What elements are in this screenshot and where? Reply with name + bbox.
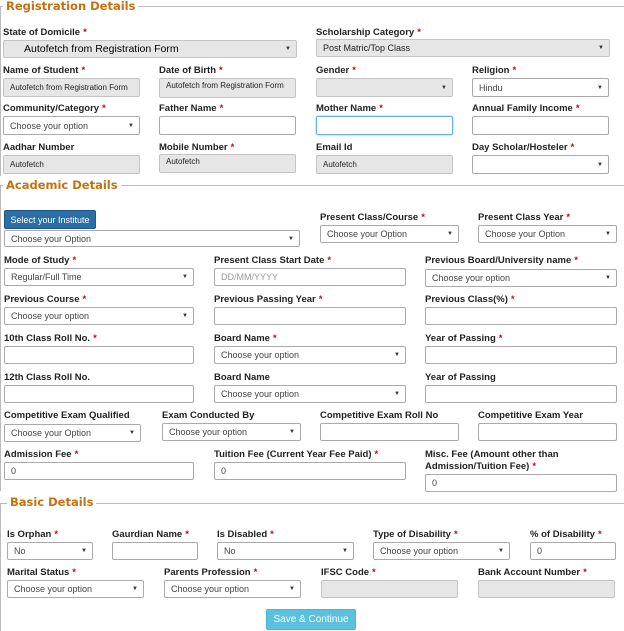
section-border: [0, 503, 1, 631]
board10-select[interactable]: Choose your option ▼: [214, 346, 406, 364]
caret-down-icon: ▼: [128, 122, 134, 129]
present-class-year-select[interactable]: Choose your Option ▼: [478, 225, 617, 243]
student-name-field[interactable]: Autofetch from Registration Form: [3, 78, 140, 97]
community-label: Community/Category *: [3, 103, 106, 114]
disability-type-select[interactable]: Choose your option ▼: [373, 542, 510, 560]
exam-year-input[interactable]: [478, 423, 617, 441]
caret-down-icon: ▼: [605, 231, 611, 237]
board12-select[interactable]: Choose your option ▼: [214, 385, 406, 403]
marital-status-select[interactable]: Choose your option ▼: [7, 580, 144, 598]
caret-down-icon: ▼: [597, 161, 603, 168]
caret-down-icon: ▼: [289, 429, 295, 435]
mobile-label: Mobile Number *: [159, 142, 235, 153]
email-label: Email Id: [316, 142, 353, 153]
guardian-name-label: Gaurdian Name *: [112, 529, 189, 540]
caret-down-icon: ▼: [182, 313, 188, 319]
board12-label: Board Name: [214, 372, 270, 383]
select-institute-button[interactable]: Select your Institute: [4, 210, 96, 229]
exam-by-select[interactable]: Choose your option ▼: [162, 423, 301, 441]
mother-name-input[interactable]: [316, 116, 453, 135]
basic-section-title: Basic Details: [7, 496, 96, 509]
parents-profession-label: Parents Profession *: [164, 567, 258, 578]
roll12-label: 12th Class Roll No.: [4, 372, 91, 383]
father-name-input[interactable]: [159, 116, 296, 135]
email-field[interactable]: Autofetch: [316, 155, 453, 174]
exam-roll-label: Competitive Exam Roll No: [320, 410, 439, 421]
prev-course-label: Previous Course *: [4, 294, 87, 305]
board10-label: Board Name *: [214, 333, 277, 344]
class-start-date-label: Present Class Start Date *: [214, 255, 332, 266]
year10-input[interactable]: [425, 346, 617, 364]
annual-income-input[interactable]: [472, 116, 609, 135]
parents-profession-select[interactable]: Choose your option ▼: [164, 580, 301, 598]
mobile-field[interactable]: Autofetch: [159, 154, 296, 173]
prev-course-select[interactable]: Choose your option ▼: [4, 307, 194, 325]
comp-exam-select[interactable]: Choose your Option ▼: [4, 424, 141, 442]
dob-field[interactable]: Autofetch from Registration Form: [159, 78, 296, 98]
admission-fee-label: Admission Fee *: [4, 449, 79, 460]
caret-down-icon: ▼: [285, 46, 291, 52]
caret-down-icon: ▼: [597, 84, 603, 91]
ifsc-field[interactable]: [321, 580, 458, 598]
religion-label: Religion *: [472, 65, 517, 76]
admission-fee-input[interactable]: 0: [4, 462, 194, 480]
disability-pct-label: % of Disability *: [530, 529, 602, 540]
religion-select[interactable]: Hindu ▼: [472, 78, 609, 97]
gender-select[interactable]: [316, 78, 453, 97]
caret-down-icon: ▼: [394, 391, 400, 397]
section-divider: [123, 6, 624, 7]
academic-section-title: Academic Details: [3, 179, 121, 192]
caret-down-icon: ▼: [288, 235, 294, 242]
mode-of-study-label: Mode of Study *: [4, 255, 77, 266]
bank-account-field[interactable]: [478, 580, 615, 598]
bank-account-label: Bank Account Number *: [478, 567, 587, 578]
caret-down-icon: ▼: [598, 45, 604, 51]
state-of-domicile-select[interactable]: Autofetch from Registration Form ▼: [3, 40, 297, 58]
is-orphan-select[interactable]: No ▼: [7, 542, 93, 560]
roll10-label: 10th Class Roll No. *: [4, 333, 97, 344]
prev-board-label: Previous Board/University name *: [425, 255, 578, 266]
roll10-input[interactable]: [4, 346, 194, 364]
present-class-label: Present Class/Course *: [320, 212, 425, 223]
class-start-date-input[interactable]: DD/MM/YYYY: [214, 268, 406, 286]
caret-down-icon: ▼: [605, 275, 611, 281]
misc-fee-label: Misc. Fee (Amount other than Admission/Tuition Fee) *: [425, 449, 559, 472]
gender-label: Gender *: [316, 65, 356, 76]
prev-board-select[interactable]: Choose your option ▼: [425, 269, 617, 287]
prev-class-pct-input[interactable]: [425, 307, 617, 325]
institute-select[interactable]: Choose your Option ▼: [4, 230, 300, 247]
present-class-select[interactable]: Choose your Option ▼: [320, 225, 459, 243]
day-scholar-select[interactable]: [472, 155, 609, 174]
caret-down-icon: ▼: [182, 274, 188, 280]
aadhar-label: Aadhar Number: [3, 142, 75, 153]
caret-down-icon: ▼: [81, 548, 87, 554]
scholarship-category-select[interactable]: Post Matric/Top Class ▼: [316, 39, 610, 57]
mother-name-label: Mother Name *: [316, 103, 383, 114]
caret-down-icon: ▼: [129, 430, 135, 436]
caret-down-icon: ▼: [132, 586, 138, 592]
scholarship-category-label: Scholarship Category *: [316, 27, 421, 38]
is-orphan-label: Is Orphan *: [7, 529, 59, 540]
caret-down-icon: ▼: [447, 231, 453, 237]
mode-of-study-select[interactable]: Regular/Full Time ▼: [4, 268, 194, 286]
disability-pct-input[interactable]: 0: [530, 542, 616, 560]
present-class-year-label: Present Class Year *: [478, 212, 571, 223]
section-border: [0, 185, 1, 491]
year12-label: Year of Passing: [425, 372, 496, 383]
is-disabled-label: Is Disabled *: [217, 529, 274, 540]
caret-down-icon: ▼: [289, 586, 295, 592]
student-name-label: Name of Student *: [3, 65, 86, 76]
marital-status-label: Marital Status *: [7, 567, 76, 578]
prev-class-pct-label: Previous Class(%) *: [425, 294, 515, 305]
comp-exam-label: Competitive Exam Qualified: [4, 410, 130, 421]
caret-down-icon: ▼: [441, 84, 447, 91]
is-disabled-select[interactable]: No ▼: [217, 542, 354, 560]
roll12-input[interactable]: [4, 385, 194, 403]
exam-year-label: Competitive Exam Year: [478, 410, 583, 421]
exam-roll-input[interactable]: [320, 423, 459, 441]
year10-label: Year of Passing *: [425, 333, 503, 344]
community-select[interactable]: Choose your option ▼: [3, 116, 140, 135]
caret-down-icon: ▼: [394, 352, 400, 358]
year12-input[interactable]: [425, 385, 617, 403]
dob-label: Date of Birth *: [159, 65, 223, 76]
section-border: [0, 6, 1, 176]
tuition-fee-input[interactable]: 0: [214, 462, 406, 480]
state-of-domicile-label: State of Domicile *: [3, 27, 87, 38]
exam-by-label: Exam Conducted By: [162, 410, 255, 421]
ifsc-label: IFSC Code *: [321, 567, 376, 578]
prev-passing-year-label: Previous Passing Year *: [214, 294, 323, 305]
disability-type-label: Type of Disability *: [373, 529, 458, 540]
guardian-name-input[interactable]: [112, 542, 198, 560]
prev-passing-year-input[interactable]: [214, 307, 406, 325]
tuition-fee-label: Tuition Fee (Current Year Fee Paid) *: [214, 449, 379, 460]
caret-down-icon: ▼: [498, 548, 504, 554]
registration-section-title: Registration Details: [3, 0, 138, 13]
save-continue-button[interactable]: Save & Continue: [266, 609, 356, 630]
misc-fee-input[interactable]: 0: [425, 474, 617, 492]
day-scholar-label: Day Scholar/Hosteler *: [472, 142, 575, 153]
aadhar-field[interactable]: Autofetch: [3, 155, 140, 174]
father-name-label: Father Name *: [159, 103, 224, 114]
annual-income-label: Annual Family Income *: [472, 103, 580, 114]
caret-down-icon: ▼: [342, 548, 348, 554]
